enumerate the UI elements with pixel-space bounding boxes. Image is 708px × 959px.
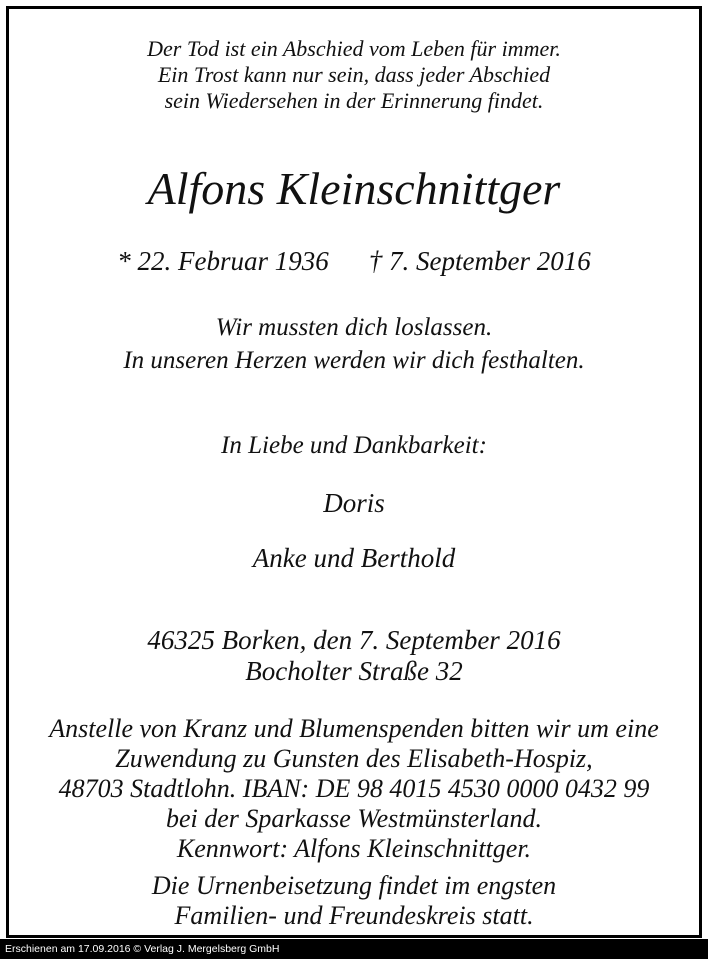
- deceased-name: Alfons Kleinschnittger: [147, 163, 561, 214]
- birth-date: * 22. Februar 1936: [117, 246, 329, 276]
- donation-line-2: Zuwendung zu Gunsten des Elisabeth-Hospiz,: [115, 744, 593, 773]
- quote-line-3: sein Wiedersehen in der Erinnerung findet.: [164, 88, 544, 113]
- donation-line-3: 48703 Stadtlohn. IBAN: DE 98 4015 4530 0000 0432 99: [58, 774, 650, 803]
- donation-line-4: bei der Sparkasse Westmünsterland.: [165, 804, 542, 833]
- donation-line-5: Kennwort: Alfons Kleinschnittger.: [176, 834, 532, 863]
- quote-line-2: Ein Trost kann nur sein, dass jeder Abschied: [157, 62, 551, 87]
- quote-line-1: Der Tod ist ein Abschied vom Leben für immer.: [147, 36, 561, 61]
- life-dates: [9, 245, 699, 277]
- mourner-name-1: Doris: [323, 488, 385, 518]
- publication-footer: Erschienen am 17.09.2016 © Verlag J. Mergelsberg GmbH: [0, 939, 708, 959]
- farewell-line-2: In unseren Herzen werden wir dich festhalten.: [123, 347, 585, 374]
- burial-line-2: Familien- und Freundeskreis statt.: [174, 901, 534, 930]
- burial-line-1: Die Urnenbeisetzung findet im engsten: [151, 871, 557, 900]
- mourners-intro: In Liebe und Dankbarkeit:: [221, 432, 487, 459]
- farewell-line-1: Wir mussten dich loslassen.: [215, 314, 493, 341]
- mourner-name-2: Anke und Berthold: [252, 543, 456, 573]
- location-line-1: 46325 Borken, den 7. September 2016: [147, 625, 561, 655]
- obituary-notice: [6, 6, 702, 938]
- death-date: † 7. September 2016: [368, 246, 591, 276]
- donation-line-1: Anstelle von Kranz und Blumenspenden bitten wir um eine: [49, 714, 659, 743]
- location-line-2: Bocholter Straße 32: [245, 656, 463, 686]
